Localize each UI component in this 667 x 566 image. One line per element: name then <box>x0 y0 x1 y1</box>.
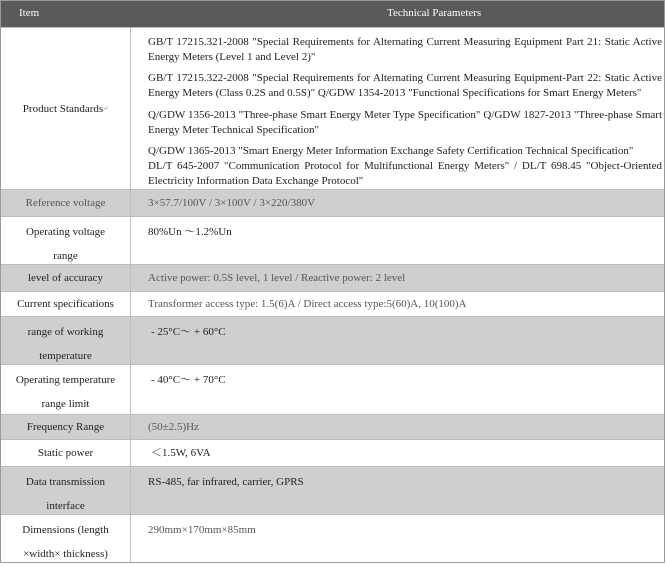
label-line-2: interface <box>46 500 85 512</box>
standard-line-1: GB/T 17215.321-2008 "Special Requirements for Alternating Current Measuring Equipment Part 21: Static Active Energy Meters (Level 1 and Level 2)" <box>148 36 662 63</box>
value-operating-voltage-range: 80%Un ～1.2%Un <box>148 226 232 238</box>
row-level-of-accuracy <box>1 264 664 291</box>
label-level-of-accuracy: level of accuracy <box>1 265 131 291</box>
label-text: Product Standards <box>22 102 104 115</box>
row-frequency-range <box>1 414 664 439</box>
label-line-2: ×width× thickness) <box>23 548 108 560</box>
row-working-temperature <box>1 316 664 364</box>
label-line-1: Operating temperature <box>15 374 116 386</box>
standard-line-5: DL/T 645-2007 "Communication Protocol for Multifunctional Energy Meters" / DL/T 698.45 "Object-Oriented Electricity Information Data Exchange Protocol" <box>148 160 662 187</box>
label-data-transmission <box>1 467 131 514</box>
value-data-transmission: RS-485, far infrared, carrier, GPRS <box>148 476 304 488</box>
label-frequency-range: Frequency Range <box>1 415 131 439</box>
value-static-power: ＜1.5W, 6VA <box>151 447 211 459</box>
row-current-specifications <box>1 291 664 316</box>
value-dimensions: 290mm×170mm×85mm <box>148 524 256 536</box>
header-technical-parameters: Technical Parameters <box>387 7 482 19</box>
row-reference-voltage <box>1 189 664 216</box>
value-reference-voltage: 3×57.7/100V / 3×100V / 3×220/380V <box>148 197 316 209</box>
label-current-specifications: Current specifications <box>1 292 131 316</box>
standard-line-2: GB/T 17215.322-2008 "Special Requirements for Alternating Current Measuring Equipment-Part 22: Static Active Energy Meters (Class 0.2S and 0.5S)" Q/GDW 1354-2013 "Functional Specifications for Smart Energy Meters" <box>148 72 662 99</box>
row-data-transmission <box>1 466 664 514</box>
standard-line-4: Q/GDW 1365-2013 "Smart Energy Meter Information Exchange Safety Certification Technical Specification" <box>148 145 634 157</box>
value-level-of-accuracy: Active power: 0.5S level, 1 level / Reactive power: 2 level <box>148 272 406 284</box>
label-working-temperature <box>1 317 131 364</box>
label-line-1: Operating voltage <box>25 226 106 238</box>
label-operating-voltage-range <box>1 217 131 264</box>
standard-line-3: Q/GDW 1356-2013 "Three-phase Smart Energy Meter Type Specification" Q/GDW 1827-2013 "Three-phase Smart Energy Meter Technical Specification" <box>148 109 662 136</box>
label-temperature-range-limit <box>1 365 131 414</box>
label-product-standards: Product Standards ↵ <box>1 28 131 189</box>
label-line-1: range of working <box>27 326 104 338</box>
label-line-2: range limit <box>41 398 90 410</box>
row-temperature-range-limit <box>1 364 664 414</box>
label-reference-voltage: Reference voltage <box>1 190 131 216</box>
value-current-specifications: Transformer access type: 1.5(6)A / Direct access type:5(60)A, 10(100)A <box>148 298 467 310</box>
row-dimensions <box>1 514 664 562</box>
label-line-1: Dimensions (length <box>22 524 109 536</box>
label-line-1: Data transmission <box>25 476 106 488</box>
row-static-power <box>1 439 664 466</box>
label-line-2: temperature <box>39 350 92 362</box>
label-static-power: Static power <box>1 440 131 466</box>
label-line-2: range <box>53 250 78 262</box>
row-product-standards <box>1 27 664 189</box>
header-item: Item <box>19 7 40 19</box>
value-frequency-range: (50±2.5)Hz <box>148 421 199 433</box>
table-header <box>1 1 664 27</box>
value-working-temperature: - 25°C～ + 60°C <box>151 326 226 338</box>
value-temperature-range-limit: - 40°C～ + 70°C <box>151 374 226 386</box>
label-dimensions <box>1 515 131 562</box>
row-operating-voltage-range <box>1 216 664 264</box>
